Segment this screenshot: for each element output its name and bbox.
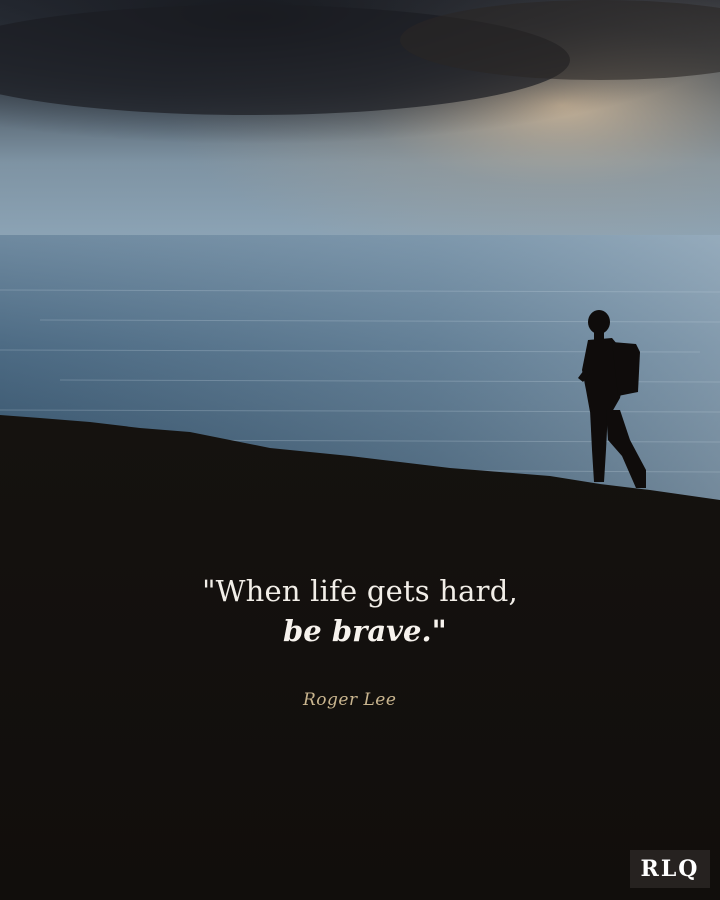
- quote-line-2: be brave.": [283, 614, 447, 648]
- brand-logo: [630, 850, 710, 888]
- quote-line-1: "When life gets hard,: [202, 574, 518, 608]
- author-signature: Roger Lee: [303, 690, 397, 710]
- logo-text: RLQ: [640, 856, 700, 882]
- hillside-land: [0, 415, 720, 900]
